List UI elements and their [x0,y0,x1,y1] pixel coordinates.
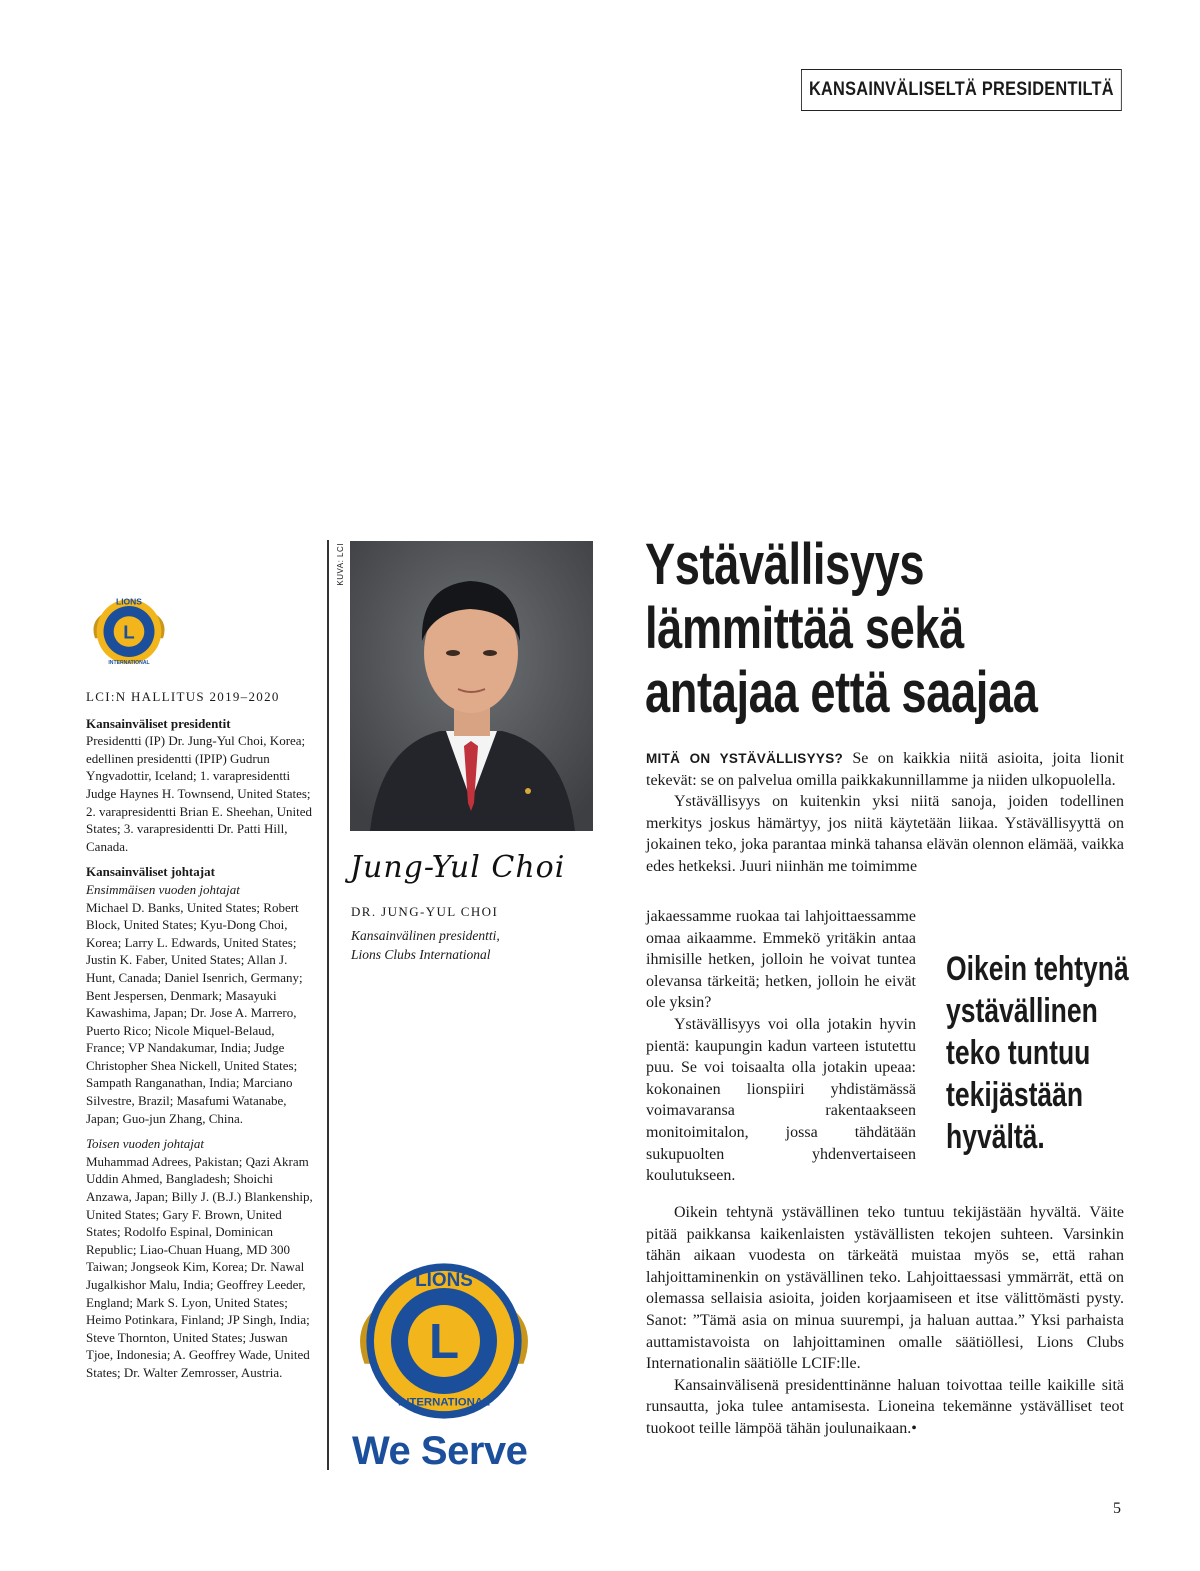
article-paragraph: Oikein tehtynä ystävällinen teko tuntuu tekijästään hyvältä. Väite pitää paikkansa kaikenlaisten ystävällisten tekojen suhteen. Varsinkin tähän aikaan vuodesta on tärkeätä muistaa myös se, että rahan lahjoittaminenkin on ystävällinen teko. Lahjoittaessasi ymmärrät, että on olemassa sellaisia asioita, joiden korjaamiseen et itse välittömästi pysty. Sanot: ”Tämä asia on minua suurempi, ja haluan auttaa.” Yksi parhaista auttamistavoista on lahjoittaminen omalle säätiöllesi, Lions Clubs Internationalin säätiölle LCIF:lle. [646,1204,1124,1373]
article-paragraph [646,1375,1124,1440]
article-headline [645,533,1113,725]
small-logo-bottom-text: INTERNATIONAL [108,659,150,666]
headline-line: lämmittää sekä [645,596,964,661]
group-subheading: Ensimmäisen vuoden johtajat [86,881,240,897]
end-mark: • [911,1419,917,1437]
lead-paragraph-text: Se on kaikkia niitä asioita, joita lionit tekevät: se on palvelua omilla paikkakunnillamme ja niiden ulkopuolella. [646,750,1124,789]
we-serve-slogan: We Serve [352,1429,528,1473]
group-text: Muhammad Adrees, Pakistan; Qazi Akram Uddin Ahmed, Bangladesh; Shoichi Anzawa, Japan; Billy J. (B.J.) Blankenship, United States; Gary F. Brown, United States; Rodolfo Espinal, Dominican Republic; Liao-Chuan Huang, MD 300 Taiwan; Jongseok Kim, Korea; Dr. Nawal Jugalkishor Malu, India; Geoffrey Leeder, England; Mark S. Lyon, United States; Heimo Potinkara, Finland; JP Singh, India; Steve Thornton, United States; Juswan Tjoe, Indonesia; A. Geoffrey Wade, United States; Dr. Walter Zemrosser, Austria. [86,1153,313,1380]
group-heading: Kansainväliset johtajat [86,864,215,880]
president-role [351,926,500,964]
large-logo-letter: L [428,1314,460,1370]
group-subheading: Toisen vuoden johtajat [86,1136,204,1152]
article-paragraph [646,748,1124,791]
group-text: Presidentti (IP) Dr. Jung-Yul Choi, Korea; edellinen presidentti (IPIP) Gudrun Yngvadottir, Iceland; 1. varapresidentti Judge Haynes H. Townsend, United States; 2. varapresidentti Brian E. Sheehan, United States; 3. varapresidentti Dr. Patti Hill, Canada. [86,733,312,854]
headline-line: Ystävällisyys [645,532,925,597]
group-text: Michael D. Banks, United States; Robert Block, United States; Kyu-Dong Choi, Korea; Larry L. Edwards, United States; Justin K. Faber, United States; Allan J. Hunt, Canada; Daniel Isenrich, Germany; Bent Jespersen, Denmark; Masayuki Kawashima, Japan; Dr. Jose A. Marrero, Puerto Rico; Nicole Miquel-Belaud, France; VP Nandakumar, India; Judge Christopher Shea Nickell, United States; Sampath Ranganathan, India; Marciano Silvestre, Brazil; Masafumi Watanabe, Japan; Guo-jun Zhang, China. [86,899,303,1126]
article-body-bottom [646,1202,1124,1440]
closing-paragraph-text: Kansainvälisenä presidenttinänne haluan toivottaa teille kaikille sitä runsautta, joka tulee antamisesta. Lioneina tekemänne ystävälliset teot tuokoot teille lämpöä tähän joulunaikaan. [646,1376,1124,1437]
president-role-line2: Lions Clubs International [351,947,491,962]
article-paragraph: Ystävällisyys voi olla jotakin hyvin pientä: kaupungin kadun varteen istutettu puu. Se voi toisaalta olla jotakin upeaa: kokonainen lionspiiri yhdistämässä voimavaransa rakentaakseen monitoimitalon, jossa tähdätään sukupuolten yhdenvertaiseen koulutukseen. [646,1015,916,1185]
section-label [801,69,1122,111]
lead-in: MITÄ ON YSTÄVÄLLISYYS? [646,751,844,766]
president-role-line1: Kansainvälinen presidentti, [351,928,500,943]
section-label-text: KANSAINVÄLISELTÄ PRESIDENTILTÄ [808,79,1114,100]
large-logo-bottom-text: INTERNATIONAL [398,1396,490,1409]
article-paragraph: Ystävällisyys on kuitenkin yksi niitä sanoja, joiden todellinen merkitys joskus hämärtyy, jos niitä käytetään liikaa. Ystävällisyyttä on jokainen teko, joka parantaa minkä tahansa elävän olennon elämää, vaikka edes hetkeksi. Juuri niinhän me toimimme [646,793,1124,875]
president-portrait [350,541,593,831]
lions-logo-small [84,589,174,674]
large-logo-top-text: LIONS [415,1270,473,1292]
lions-logo-large [349,1252,539,1430]
group-heading: Kansainväliset presidentit [86,715,231,731]
article-paragraph: jakaessamme ruokaa tai lahjoittaessamme omaa aikaamme. Emmekö yritäkin antaa ihmisille hetken, jolloin he voivat tuntea olevansa tärkeitä; hetken, jolloin he eivät ole yksin? [646,908,916,1012]
board-title: LCI:N HALLITUS 2019–2020 [86,689,280,704]
board-list [86,688,316,1382]
headline-line: antajaa että saajaa [645,660,1038,725]
pull-quote: Oikein tehtynä ystävällinen teko tuntuu tekijästään hyvältä. [946,950,1129,1156]
president-name: DR. JUNG-YUL CHOI [351,904,499,919]
photo-credit: KUVA: LCI [336,543,345,586]
article-body-narrow [646,906,916,1187]
article-body-top [646,748,1124,878]
page-number: 5 [1113,1500,1121,1517]
small-logo-top-text: LIONS [116,596,142,607]
small-logo-letter: L [123,621,135,643]
president-signature: Jung-Yul Choi [350,850,566,885]
column-divider [327,540,329,1470]
